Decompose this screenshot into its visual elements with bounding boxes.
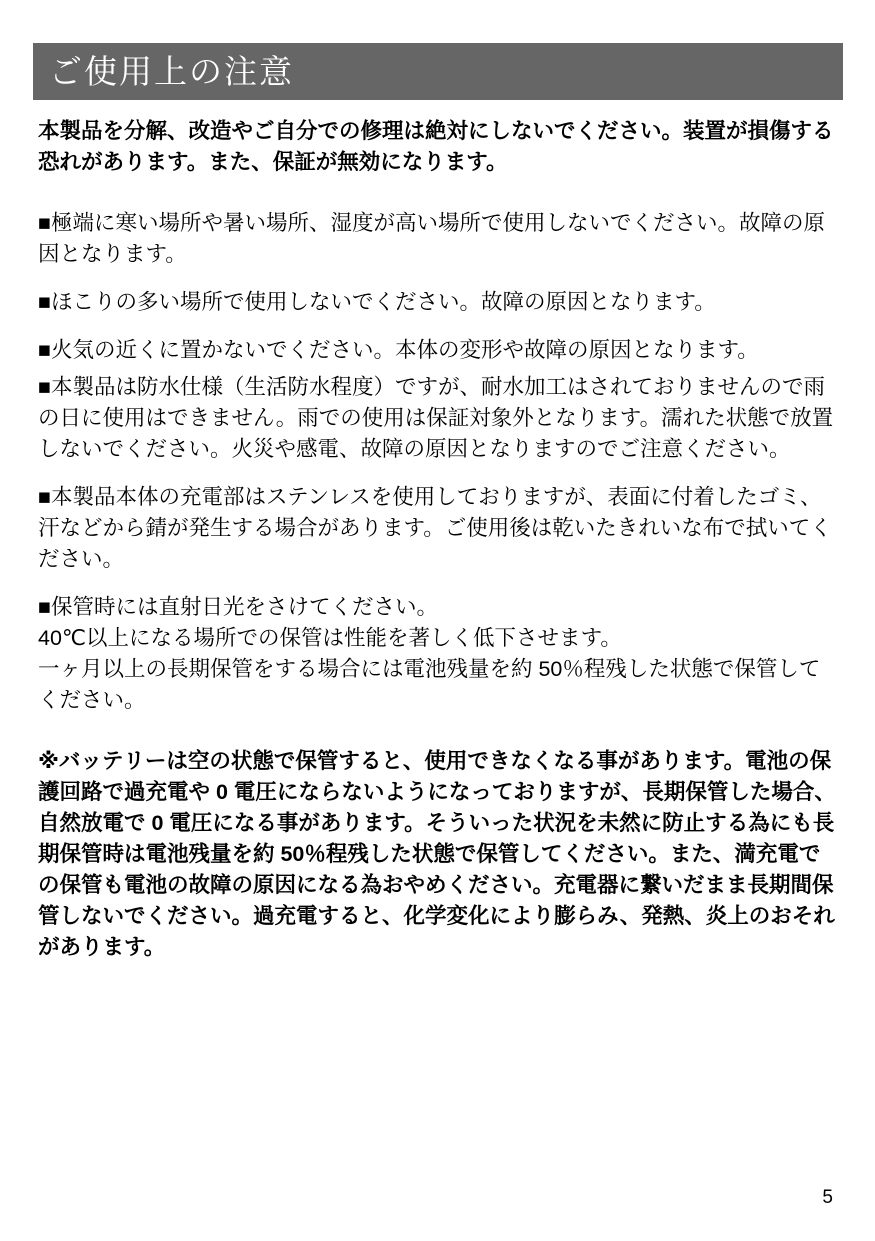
spacer bbox=[38, 270, 838, 287]
spacer bbox=[38, 716, 838, 746]
paragraph-warning-storage-temp: 40℃以上になる場所での保管は性能を著しく低下させます。 bbox=[38, 626, 622, 650]
page-number: 5 bbox=[822, 1187, 833, 1208]
page-title: ご使用上の注意 bbox=[49, 53, 294, 90]
spacer bbox=[38, 575, 838, 592]
paragraph-warning-fire: ■火気の近くに置かないでください。本体の変形や故障の原因となります。 bbox=[38, 338, 759, 362]
section-header-band bbox=[33, 43, 843, 100]
spacer bbox=[38, 178, 838, 208]
paragraph-warning-waterproof: ■本製品は防水仕様（生活防水程度）ですが、耐水加工はされておりませんので雨の日に使用はできません。雨での使用は保証対象外となります。濡れた状態で放置しないでください。火災や感電、故障の原因となりますのでご注意ください。 bbox=[38, 375, 834, 461]
paragraph-warning-stainless: ■本製品本体の充電部はステンレスを使用しておりますが、表面に付着したゴミ、汗などから錆が発生する場合があります。ご使用後は乾いたきれいな布で拭いてください。 bbox=[38, 485, 832, 571]
spacer bbox=[38, 465, 838, 482]
document-body bbox=[38, 116, 838, 963]
paragraph-warning-longterm-storage: 一ヶ月以上の長期保管をする場合には電池残量を約 50％程残した状態で保管してください。 bbox=[38, 657, 821, 712]
paragraph-warning-disassembly: 本製品を分解、改造やご自分での修理は絶対にしないでください。装置が損傷する恐れがあります。また、保証が無効になります。 bbox=[38, 119, 834, 174]
paragraph-note-battery: ※バッテリーは空の状態で保管すると、使用できなくなる事があります。電池の保護回路で過充電や 0 電圧にならないようになっておりますが、長期保管した場合、自然放電で 0 電圧になる事があります。そういった状況を未然に防止する為にも長期保管時は電池残量を約 50％程残した状態で保管してください。また、満充電での保管も電池の故障の原因になる為おやめください。充電器に繋いだまま長期間保管しないでください。過充電すると、化学変化により膨らみ、発熱、炎上のおそれがあります。 bbox=[38, 749, 836, 959]
spacer bbox=[38, 318, 838, 335]
paragraph-warning-dust: ■ほこりの多い場所で使用しないでください。故障の原因となります。 bbox=[38, 290, 716, 314]
paragraph-warning-storage: ■保管時には直射日光をさけてください。 bbox=[38, 595, 438, 619]
paragraph-warning-temperature: ■極端に寒い場所や暑い場所、湿度が高い場所で使用しないでください。故障の原因となります。 bbox=[38, 211, 825, 266]
